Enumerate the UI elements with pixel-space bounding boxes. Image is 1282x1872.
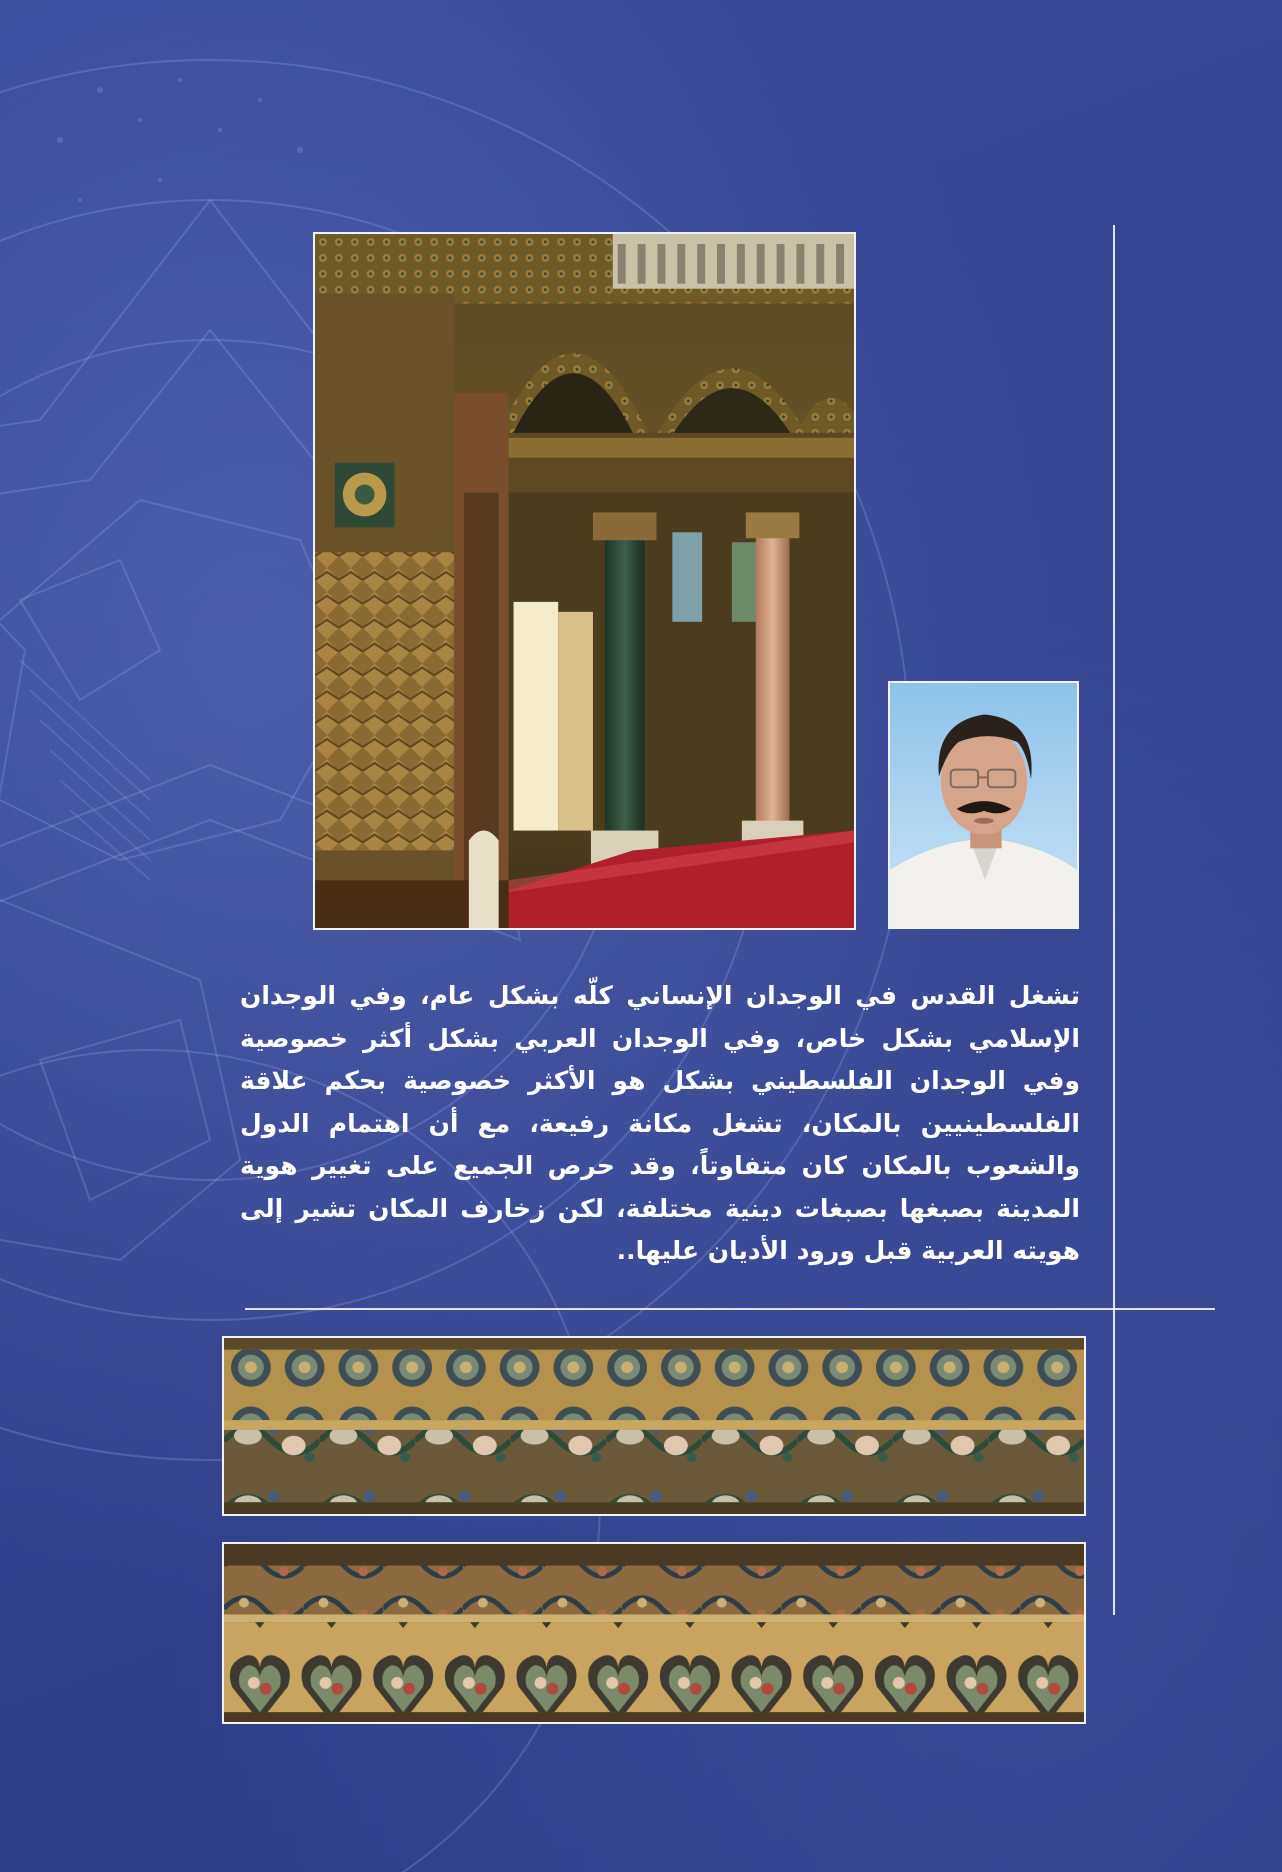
- back-cover-blurb: تشغل القدس في الوجدان الإنساني كلّه بشكل عام، وفي الوجدان الإسلامي بشكل خاص، وفي الوجدان العربي بشكل أكثر خصوصية وفي الوجدان الفلسطيني بشكل هو الأكثر خصوصية بحكم علاقة الفلسطينيين بالمكان، تشغل مكانة رفيعة، مع أن اهتمام الدول والشعوب بالمكان كان متفاوتاً، وقد حرص الجميع على تغيير هوية المدينة بصبغها بصبغات دينية مختلفة، لكن زخارف المكان تشير إلى هويته العربية قبل ورود الأديان عليها..: [240, 981, 1080, 1265]
- heart-leaf-mosaic-frieze: [222, 1542, 1086, 1724]
- author-portrait-photo: [888, 681, 1079, 929]
- vertical-divider-line: [1113, 225, 1115, 1615]
- horizontal-divider-line: [245, 1308, 1215, 1310]
- floral-mosaic-frieze: [222, 1336, 1086, 1516]
- interior-arcade-photo: [313, 232, 856, 930]
